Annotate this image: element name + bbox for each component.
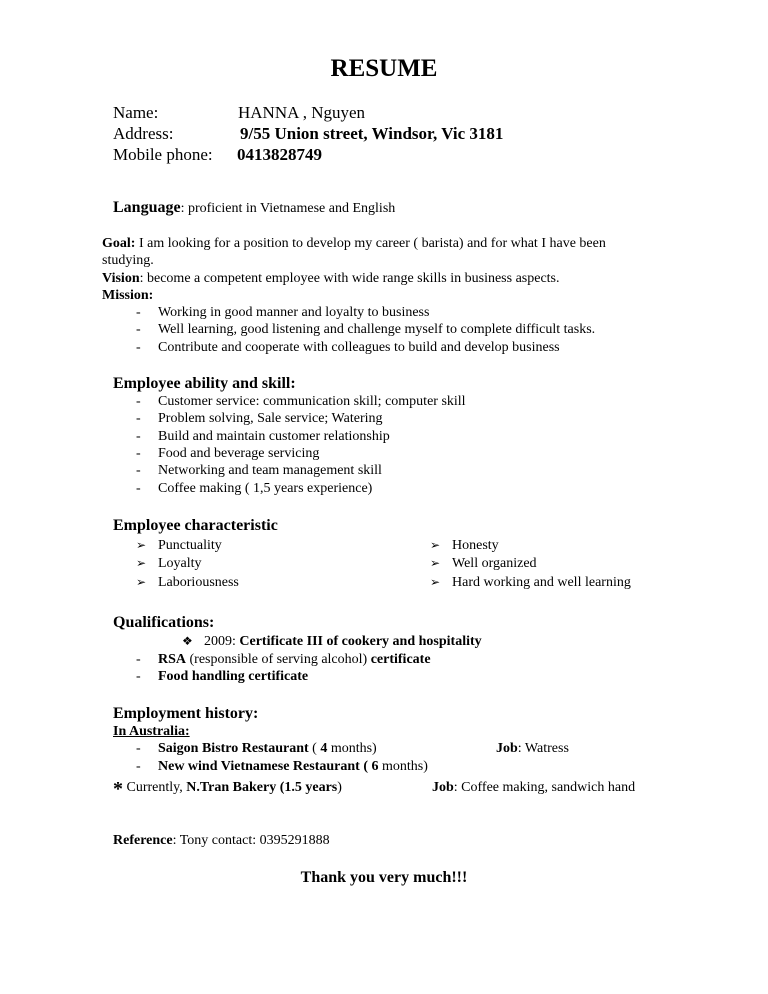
arrow-bullet-icon: ➢	[430, 575, 441, 589]
certificate-item	[182, 634, 482, 650]
language-line	[113, 199, 395, 217]
goal-text-line2: studying.	[102, 253, 154, 268]
employment-heading: Employment history:	[113, 705, 259, 722]
list-item: - Problem solving, Sale service; Watering	[136, 411, 383, 426]
list-item: - Well learning, good listening and challenge myself to complete difficult tasks.	[136, 322, 596, 337]
star-bullet-icon: *	[113, 778, 123, 800]
dash-bullet: -	[136, 741, 141, 756]
qualifications-heading: Qualifications:	[113, 614, 215, 631]
dash-bullet: -	[136, 411, 141, 426]
list-item: - RSA (responsible of serving alcohol) certificate	[136, 652, 431, 667]
list-item: - Working in good manner and loyalty to business	[136, 305, 430, 320]
vision-line	[102, 271, 560, 287]
goal-line	[102, 236, 606, 252]
current-job-row: * Currently, N.Tran Bakery (1.5 years)	[113, 778, 342, 800]
reference-line	[113, 833, 330, 849]
reference-label: Reference	[113, 833, 173, 848]
dash-bullet: -	[136, 669, 141, 684]
phone-label: Mobile phone:	[113, 145, 213, 164]
job-row: - Saigon Bistro Restaurant ( 4 months)	[136, 741, 377, 756]
arrow-bullet-icon: ➢	[430, 538, 441, 552]
dash-bullet: -	[136, 481, 141, 496]
certificate-year: 2009:	[204, 634, 240, 649]
language-label: Language	[113, 199, 181, 216]
list-item: - Food and beverage servicing	[136, 446, 320, 461]
goal-label: Goal:	[102, 236, 136, 251]
dash-bullet: -	[136, 394, 141, 409]
characteristics-heading: Employee characteristic	[113, 517, 278, 534]
dash-bullet: -	[136, 652, 141, 667]
address-value: 9/55 Union street, Windsor, Vic 3181	[240, 124, 504, 143]
list-item: ➢ Well organized	[430, 556, 537, 571]
list-item: - Build and maintain customer relationship	[136, 429, 390, 444]
list-item: - Contribute and cooperate with colleagues to build and develop business	[136, 340, 560, 355]
vision-label: Vision	[102, 271, 140, 286]
dash-bullet: -	[136, 759, 141, 774]
arrow-bullet-icon: ➢	[136, 556, 147, 570]
certificate-name: Certificate III of cookery and hospitality	[239, 634, 482, 649]
arrow-bullet-icon: ➢	[136, 538, 147, 552]
job-title: Job: Watress	[496, 741, 569, 756]
language-text: : proficient in Vietnamese and English	[180, 201, 396, 216]
arrow-bullet-icon: ➢	[430, 556, 441, 570]
vision-text: : become a competent employee with wide range skills in business aspects.	[139, 271, 560, 286]
dash-bullet: -	[136, 322, 141, 337]
address-label: Address:	[113, 124, 174, 143]
dash-bullet: -	[136, 305, 141, 320]
phone-value: 0413828749	[237, 145, 322, 164]
dash-bullet: -	[136, 429, 141, 444]
list-item: - Coffee making ( 1,5 years experience)	[136, 481, 373, 496]
dash-bullet: -	[136, 446, 141, 461]
list-item: ➢ Loyalty	[136, 556, 202, 571]
list-item: ➢ Laboriousness	[136, 575, 239, 590]
list-item: ➢ Honesty	[430, 538, 499, 553]
closing-text: Thank you very much!!!	[300, 869, 468, 886]
name-label: Name:	[113, 103, 159, 122]
job-row: - New wind Vietnamese Restaurant ( 6 months)	[136, 759, 428, 774]
list-item: ➢ Punctuality	[136, 538, 222, 553]
page-title: RESUME	[330, 55, 438, 82]
dash-bullet: -	[136, 463, 141, 478]
mission-label: Mission:	[102, 288, 154, 303]
list-item: - Customer service: communication skill; computer skill	[136, 394, 466, 409]
diamond-bullet-icon: ❖	[182, 634, 193, 648]
name-value: HANNA , Nguyen	[238, 103, 366, 122]
skills-heading: Employee ability and skill:	[113, 375, 296, 392]
arrow-bullet-icon: ➢	[136, 575, 147, 589]
reference-text: : Tony contact: 0395291888	[172, 833, 330, 848]
dash-bullet: -	[136, 340, 141, 355]
list-item: ➢ Hard working and well learning	[430, 575, 631, 590]
job-title: Job: Coffee making, sandwich hand	[432, 780, 636, 795]
list-item: - Food handling certificate	[136, 669, 309, 684]
employment-location: In Australia:	[113, 724, 190, 739]
list-item: - Networking and team management skill	[136, 463, 382, 478]
goal-text-line1: I am looking for a position to develop my career ( barista) and for what I have been	[135, 236, 606, 251]
